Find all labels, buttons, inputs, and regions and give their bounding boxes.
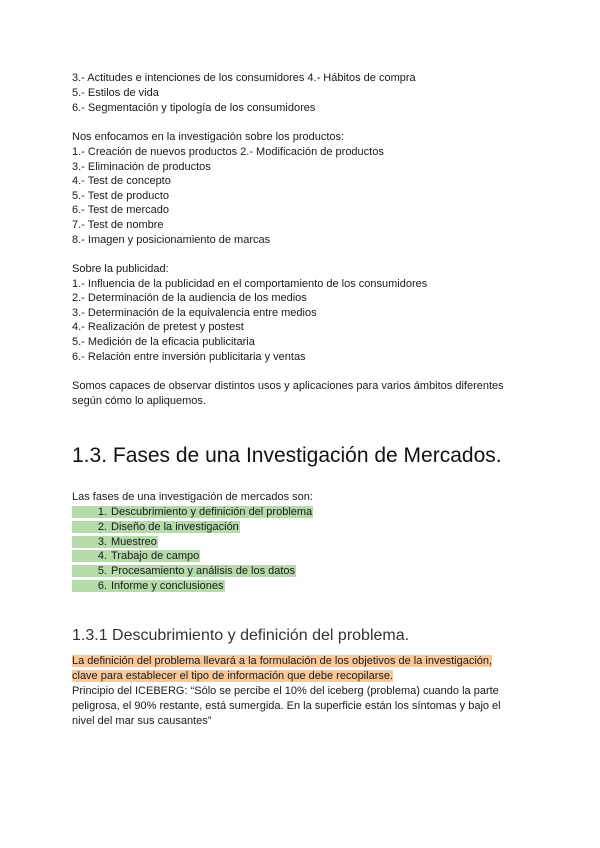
phase-item: 4. Trabajo de campo <box>72 549 313 564</box>
advertising-item: 3.- Determinación de la equivalencia entre medios <box>72 307 317 319</box>
products-heading: Nos enfocamos en la investigación sobre los productos: <box>72 131 345 143</box>
advertising-item: 5.- Medición de la eficacia publicitaria <box>72 336 255 348</box>
product-item: 8.- Imagen y posicionamiento de marcas <box>72 234 271 246</box>
advertising-heading: Sobre la publicidad: <box>72 263 169 275</box>
product-item: 7.- Test de nombre <box>72 219 164 231</box>
advertising-item: 4.- Realización de pretest y postest <box>72 321 244 333</box>
phases-list <box>72 505 313 594</box>
definition-paragraph <box>72 654 512 684</box>
intro-item: 6.- Segmentación y tipología de los consumidores <box>72 102 316 114</box>
phase-item: 5. Procesamiento y análisis de los datos <box>72 564 313 579</box>
phase-item: 1. Descubrimiento y definición del problema <box>72 505 313 520</box>
subsection-title: 1.3.1 Descubrimiento y definición del problema. <box>72 627 410 644</box>
phase-item: 2. Diseño de la investigación <box>72 520 313 535</box>
product-item: 1.- Creación de nuevos productos 2.- Modificación de productos <box>72 146 384 158</box>
phases-intro: Las fases de una investigación de mercados son: <box>72 491 313 503</box>
advertising-item: 2.- Determinación de la audiencia de los medios <box>72 292 307 304</box>
product-item: 3.- Eliminación de productos <box>72 161 211 173</box>
advertising-item: 6.- Relación entre inversión publicitaria y ventas <box>72 351 306 363</box>
intro-item: 3.- Actitudes e intenciones de los consumidores 4.- Hábitos de compra <box>72 72 416 84</box>
phase-item: 3. Muestreo <box>72 535 313 550</box>
advertising-item: 1.- Influencia de la publicidad en el comportamiento de los consumidores <box>72 278 428 290</box>
intro-item: 5.- Estilos de vida <box>72 87 159 99</box>
product-item: 5.- Test de producto <box>72 190 170 202</box>
closing-paragraph: Somos capaces de observar distintos usos y aplicaciones para varios ámbitos diferentes según cómo lo apliquemos. <box>72 380 504 407</box>
definition-highlight: La definición del problema llevará a la formulación de los objetivos de la investigación, clave para establecer el tipo de información que debe recopilarse. <box>72 655 493 682</box>
phase-item: 6. Informe y conclusiones <box>72 579 313 594</box>
product-item: 6.- Test de mercado <box>72 204 170 216</box>
section-title: 1.3. Fases de una Investigación de Mercados. <box>72 444 502 467</box>
iceberg-paragraph: Principio del ICEBERG: “Sólo se percibe el 10% del iceberg (problema) cuando la parte peligrosa, el 90% restante, está sumergida. En la superficie están los síntomas y bajo el nivel del mar sus causantes” <box>72 685 501 727</box>
product-item: 4.- Test de concepto <box>72 175 171 187</box>
